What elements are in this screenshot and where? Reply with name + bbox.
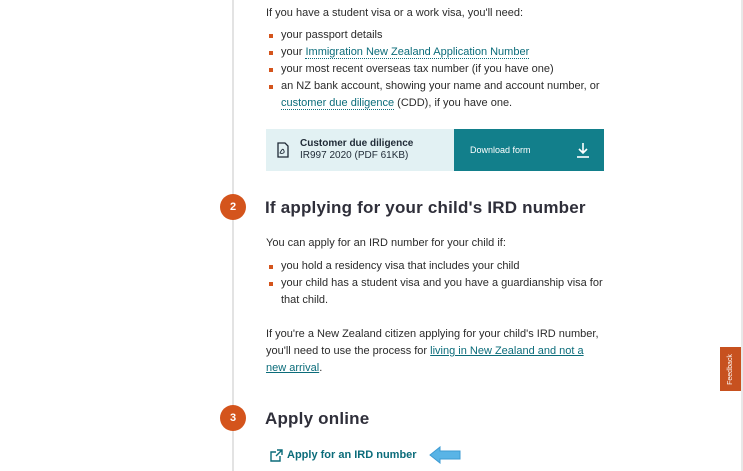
download-arrow-icon — [576, 142, 590, 158]
download-title: Customer due diligence — [300, 138, 414, 149]
new-arrival-link[interactable]: new arrival — [266, 362, 320, 374]
download-subtitle: IR997 2020 (PDF 61KB) — [300, 150, 409, 161]
list-item: your passport details — [266, 27, 600, 44]
external-link-icon — [270, 449, 283, 462]
download-card — [266, 129, 604, 171]
list-item: an NZ bank account, showing your name and account number, or customer due diligence (CDD), if you have one. — [266, 78, 600, 112]
apply-ird-link[interactable] — [270, 446, 461, 464]
feedback-label: Feedback — [727, 353, 734, 385]
list-item: your most recent overseas tax number (if you have one) — [266, 61, 600, 78]
document-icon — [276, 142, 290, 158]
living-in-nz-link[interactable]: living in New Zealand and not a — [430, 345, 584, 357]
step-3-heading: Apply online — [265, 409, 370, 428]
step-rail — [232, 0, 234, 471]
step-2-heading: If applying for your child's IRD number — [265, 198, 586, 217]
child-conditions-list — [266, 258, 603, 309]
list-item: your Immigration New Zealand Application Number — [266, 44, 600, 61]
visa-intro: If you have a student visa or a work visa, you'll need: — [266, 7, 524, 19]
step-2-badge: 2 — [220, 194, 246, 220]
cdd-link[interactable]: customer due diligence — [281, 97, 395, 109]
citizen-paragraph: If you're a New Zealand citizen applying for your child's IRD number, you'll need to use the process for living in New Zealand and not a new arrival. — [266, 328, 599, 374]
feedback-tab[interactable] — [720, 347, 741, 391]
apply-ird-label: Apply for an IRD number — [287, 449, 417, 461]
blue-arrow-icon — [429, 446, 461, 464]
visa-requirements-list — [266, 27, 600, 112]
list-item: you hold a residency visa that includes your child — [266, 258, 603, 275]
download-button-label: Download form — [470, 145, 531, 155]
immigration-number-link[interactable]: Immigration New Zealand Application Number — [305, 46, 530, 58]
list-item: your child has a student visa and you have a guardianship visa for that child. — [266, 275, 603, 309]
download-info — [266, 129, 454, 171]
download-form-button[interactable] — [454, 129, 604, 171]
step-3-badge: 3 — [220, 405, 246, 431]
child-intro: You can apply for an IRD number for your child if: — [266, 237, 506, 249]
